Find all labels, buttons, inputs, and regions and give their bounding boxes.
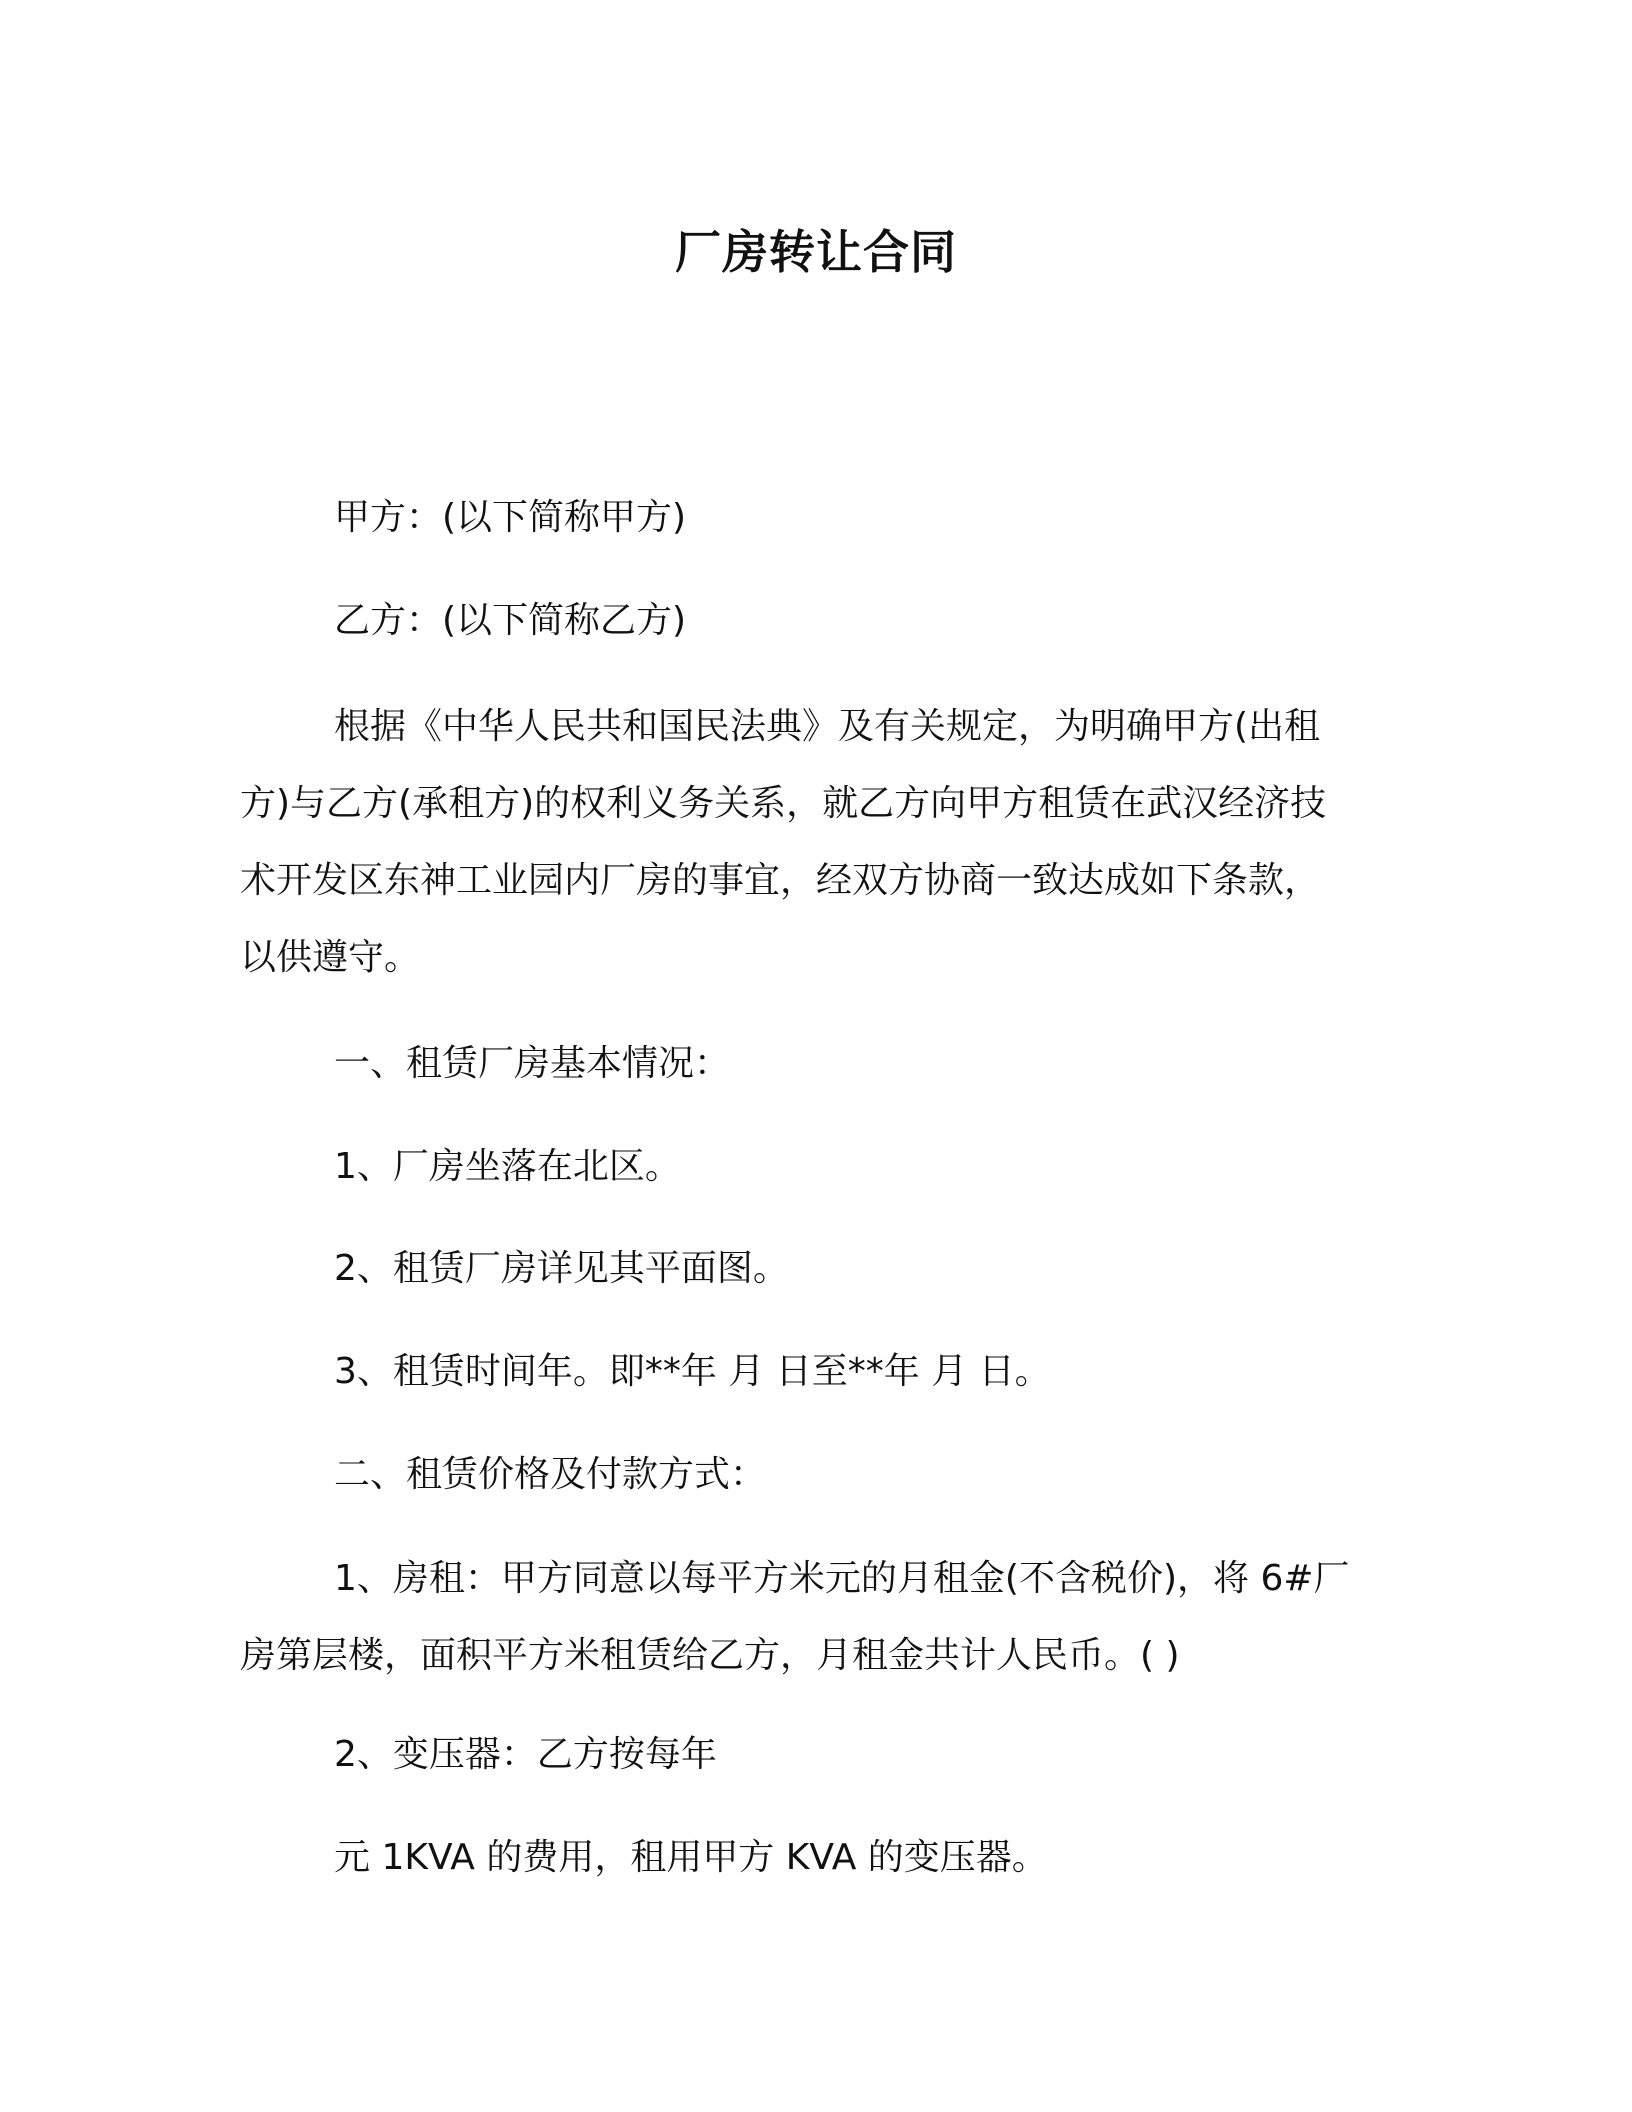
party-a-line: 甲方：(以下简称甲方): [334, 497, 687, 538]
section1-heading: 一、租赁厂房基本情况：: [334, 1043, 731, 1084]
preamble-line: 方)与乙方(承租方)的权利义务关系，就乙方向甲方租赁在武汉经济技: [240, 783, 1327, 824]
transformer-line: 元 1KVA 的费用，租用甲方 KVA 的变压器。: [334, 1837, 1048, 1878]
transformer-line: 2、变压器：乙方按每年: [334, 1734, 717, 1775]
rent-line: 房第层楼，面积平方米租赁给乙方，月租金共计人民币。( ): [240, 1635, 1180, 1676]
preamble-line: 以供遵守。: [240, 937, 421, 978]
section1-item: 3、租赁时间年。即**年 月 日至**年 月 日。: [334, 1351, 1051, 1392]
preamble-paragraph: [240, 688, 1360, 996]
section1-item: 1、厂房坐落在北区。: [334, 1146, 681, 1187]
section2-heading: 二、租赁价格及付款方式：: [334, 1454, 767, 1495]
section1-item: 2、租赁厂房详见其平面图。: [334, 1248, 789, 1289]
party-b-line: 乙方：(以下简称乙方): [334, 600, 687, 641]
rent-paragraph: [240, 1540, 1360, 1694]
preamble-line: 术开发区东神工业园内厂房的事宜，经双方协商一致达成如下条款，: [240, 860, 1321, 901]
rent-line: 1、房租：甲方同意以每平方米元的月租金(不含税价)，将 6#厂: [334, 1558, 1350, 1599]
document-title: 厂房转让合同: [675, 225, 957, 279]
preamble-line: 根据《中华人民共和国民法典》及有关规定，为明确甲方(出租: [334, 706, 1321, 747]
